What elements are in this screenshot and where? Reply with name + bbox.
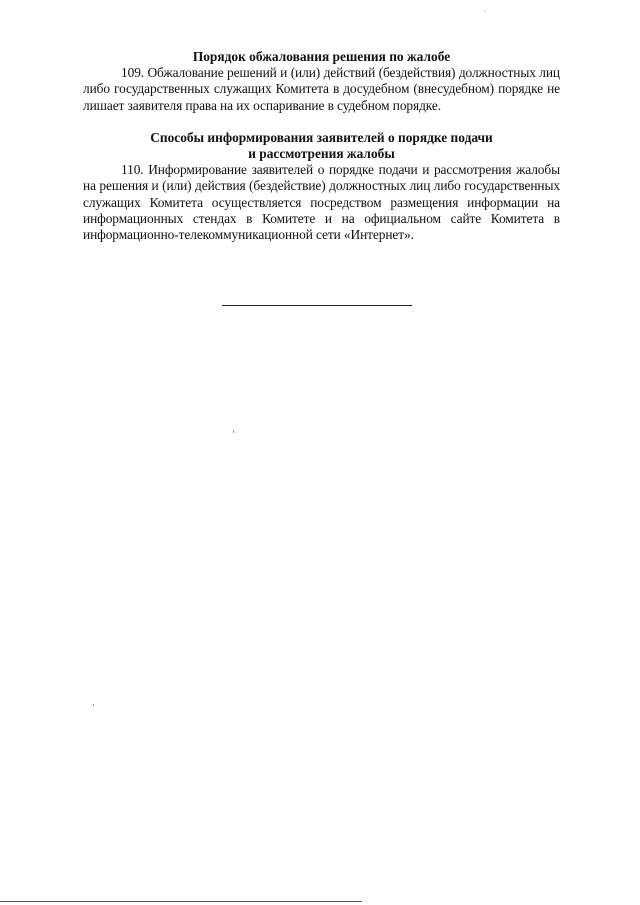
scan-speck <box>484 10 485 12</box>
section-gap <box>83 114 560 130</box>
section-110-heading-line-2: и рассмотрения жалобы <box>248 146 395 162</box>
section-110-paragraph: 110. Информирование заявителей о порядке подачи и рассмотрения жалобы на решения и (или) действия (бездействие) должностных лиц либо государственных служащих Комитета осуществляется посредством размещения информации на информационных стендах в Комитете и на официальном сайте Комитета в информационно-телекоммуникационной сети «Интернет». <box>83 162 560 243</box>
document-body <box>83 49 560 243</box>
section-109-paragraph: 109. Обжалование решений и (или) действий (бездействия) должностных лиц либо государственных служащих Комитета в досудебном (внесудебном) порядке не лишает заявителя права на их оспаривание в судебном порядке. <box>83 65 560 113</box>
scan-speck <box>93 704 94 706</box>
scan-speck <box>233 430 234 433</box>
section-109-heading: Порядок обжалования решения по жалобе <box>192 49 451 64</box>
section-110-heading-line-1: Способы информирования заявителей о порядке подачи <box>150 129 493 145</box>
scan-edge-line <box>0 901 362 902</box>
end-separator-line <box>222 305 412 306</box>
